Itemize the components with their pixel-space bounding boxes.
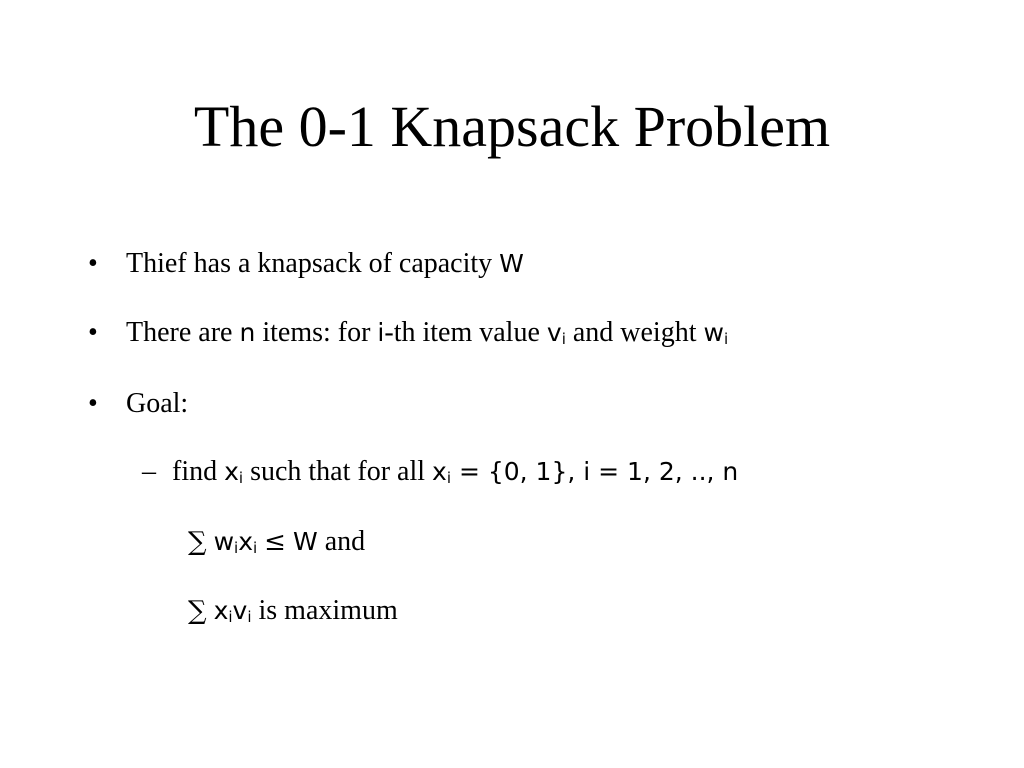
- bullet-2-text-1: There are: [126, 317, 240, 348]
- var-v: v: [232, 596, 248, 625]
- sub-bullet-text-2: such that for all: [243, 456, 433, 487]
- sub-bullet-1: [172, 458, 738, 486]
- capacity-var: W: [292, 527, 318, 556]
- subscript-i: i: [561, 330, 566, 348]
- subscript-i: i: [446, 469, 451, 487]
- bullet-3-text: Goal:: [126, 388, 189, 419]
- less-equal-symbol: ≤: [264, 527, 286, 557]
- constraint-formula: [188, 528, 365, 556]
- bullet-2-marker: •: [88, 317, 98, 348]
- var-x: x: [224, 457, 239, 486]
- sub-bullet-domain: = {0, 1}, i = 1, 2, .., n: [451, 457, 739, 486]
- sigma-symbol: ∑: [188, 596, 207, 626]
- formula-2-tail: is maximum: [251, 595, 398, 626]
- bullet-2: [126, 319, 728, 347]
- bullet-2-text-4: and weight: [565, 317, 704, 348]
- subscript-i: i: [234, 539, 239, 557]
- subscript-i: i: [228, 608, 233, 626]
- bullet-2-text-2: items: for: [255, 317, 378, 348]
- bullet-2-text-3: -th item value: [384, 317, 547, 348]
- subscript-i: i: [247, 608, 252, 626]
- var-n: n: [239, 318, 256, 347]
- bullet-1-text: Thief has a knapsack of capacity: [126, 248, 500, 279]
- slide-title: The 0-1 Knapsack Problem: [193, 94, 831, 159]
- subscript-i: i: [723, 330, 729, 348]
- subscript-i: i: [238, 469, 244, 487]
- var-v: v: [546, 318, 562, 347]
- bullet-1: [126, 250, 524, 278]
- var-i: i: [377, 318, 385, 347]
- var-w: w: [213, 527, 235, 556]
- sigma-symbol: ∑: [188, 527, 207, 557]
- formula-1-tail: and: [317, 526, 366, 557]
- var-x: x: [238, 527, 253, 556]
- objective-formula: [188, 597, 398, 625]
- var-x: x: [432, 457, 447, 486]
- var-x: x: [213, 596, 229, 625]
- bullet-3-marker: •: [88, 388, 98, 419]
- bullet-3: [126, 390, 188, 418]
- sub-bullet-marker: –: [142, 456, 156, 487]
- var-w: w: [703, 318, 724, 347]
- subscript-i: i: [252, 539, 258, 557]
- sub-bullet-text-1: find: [172, 456, 225, 487]
- bullet-1-marker: •: [88, 248, 98, 279]
- capacity-var: W: [499, 249, 524, 278]
